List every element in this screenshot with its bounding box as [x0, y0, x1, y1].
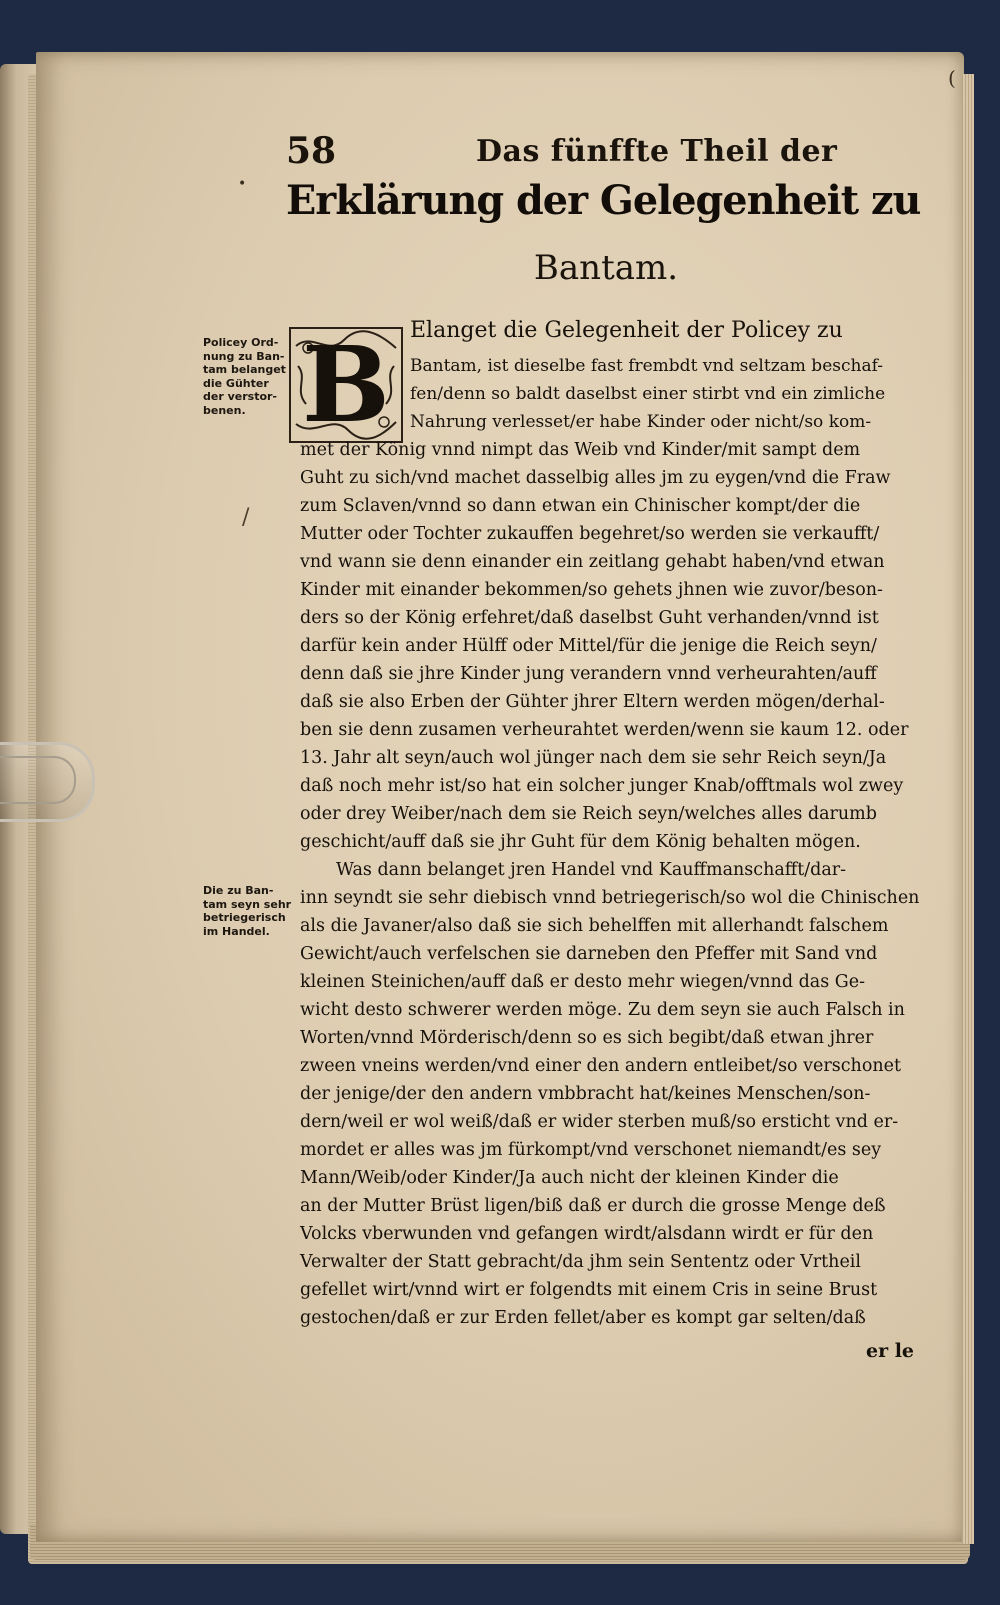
text-line: ders so der König erfehret/daß daselbst Guht verhanden/vnnd ist: [300, 608, 879, 628]
text-line: fen/denn so baldt daselbst einer stirbt vnd ein zimliche: [410, 384, 886, 404]
text-line: Bantam, ist dieselbe fast frembdt vnd seltzam beschaf-: [410, 356, 884, 376]
margin-note-line: der verstor-: [203, 390, 277, 403]
margin-note-line: tam belanget: [203, 363, 286, 376]
text-line: mordet er alles was jm fürkompt/vnd verschonet niemandt/es sey: [300, 1140, 882, 1160]
running-head: Das fünffte Theil der: [476, 134, 838, 169]
text-line: gefellet wirt/vnnd wirt er folgendts mit einem Cris in seine Brust: [300, 1280, 878, 1300]
text-line: Guht zu sich/vnd machet dasselbig alles jm zu eygen/vnd die Fraw: [300, 468, 891, 488]
text-line: daß sie also Erben der Gühter jhrer Eltern werden mögen/derhal-: [300, 692, 885, 712]
text-line: inn seyndt sie sehr diebisch vnnd betriegerisch/so wol die Chinischen: [300, 888, 920, 908]
text-line: Gewicht/auch verfelschen sie darneben den Pfeffer mit Sand vnd: [300, 944, 878, 964]
text-line: Verwalter der Statt gebracht/da jhm sein Sententz oder Vrtheil: [300, 1252, 861, 1272]
page-right-edge: [962, 74, 974, 1544]
chapter-title: Erklärung der Gelegenheit zu: [286, 178, 921, 224]
text-line: Volcks vberwunden vnd gefangen wirdt/alsdann wirdt er für den: [300, 1224, 874, 1244]
margin-note-line: benen.: [203, 403, 246, 417]
margin-note-line: Die zu Ban-: [203, 884, 274, 897]
decorated-initial: [288, 323, 404, 446]
corner-mark: (: [948, 66, 956, 90]
margin-note-line: tam seyn sehr: [203, 897, 292, 911]
text-line: Was dann belanget jren Handel vnd Kauffmanschafft/dar-: [336, 860, 847, 880]
text-line: geschicht/auff daß sie jhr Guht für dem König behalten mögen.: [300, 832, 861, 852]
initial-letter: B: [302, 323, 390, 446]
margin-note-line: betriegerisch: [203, 911, 286, 924]
text-line: kleinen Steinichen/auff daß er desto mehr wiegen/vnnd das Ge-: [300, 972, 866, 992]
margin-note-line: Policey Ord-: [203, 336, 279, 349]
text-line: Elanget die Gelegenheit der Policey zu: [410, 318, 843, 343]
margin-note-line: nung zu Ban-: [203, 349, 285, 363]
text-line: ben sie denn zusamen verheurahtet werden/wenn sie kaum 12. oder: [300, 720, 909, 740]
ink-speck: •: [238, 176, 247, 192]
text-line: gestochen/daß er zur Erden fellet/aber es kompt gar selten/daß: [300, 1308, 866, 1328]
text-line: denn daß sie jhre Kinder jung verandern vnnd verheurahten/auff: [300, 664, 877, 684]
text-line: vnd wann sie denn einander ein zeitlang gehabt haben/vnd etwan: [300, 552, 885, 572]
text-line: Mutter oder Tochter zukauffen begehret/so werden sie verkaufft/: [300, 524, 880, 544]
ink-stroke: /: [242, 505, 250, 530]
chapter-title-continued: Bantam.: [533, 248, 679, 288]
margin-note-line: im Handel.: [203, 924, 270, 938]
text-line: 13. Jahr alt seyn/auch wol jünger nach dem sie sehr Reich seyn/Ja: [300, 748, 887, 768]
text-line: Worten/vnnd Mörderisch/denn so es sich begibt/daß etwan jhrer: [300, 1028, 874, 1048]
page-header: [286, 130, 926, 170]
catchword: er le: [866, 1340, 915, 1362]
text-line: Mann/Weib/oder Kinder/Ja auch nicht der kleinen Kinder die: [300, 1168, 839, 1188]
text-line: daß noch mehr ist/so hat ein solcher junger Knab/offtmals wol zwey: [300, 776, 904, 796]
text-line: dern/weil er wol weiß/daß er wider sterben muß/so ersticht vnd er-: [300, 1112, 899, 1132]
book-clasp-inner: [0, 756, 76, 804]
text-line: met der König vnnd nimpt das Weib vnd Kinder/mit sampt dem: [300, 440, 861, 460]
text-line: als die Javaner/also daß sie sich behelffen mit allerhandt falschem: [300, 916, 889, 936]
margin-note-policey: [203, 336, 298, 417]
text-line: oder drey Weiber/nach dem sie Reich seyn/welches alles darumb: [300, 804, 877, 824]
text-line: Kinder mit einander bekommen/so gehets jhnen wie zuvor/beson-: [300, 580, 883, 600]
text-line: an der Mutter Brüst ligen/biß daß er durch die grosse Menge deß: [300, 1196, 886, 1216]
page-number: 58: [286, 130, 337, 172]
margin-note-handel: [203, 884, 298, 938]
margin-note-line: die Gühter: [203, 376, 269, 390]
text-line: der jenige/der den andern vmbbracht hat/keines Menschen/son-: [300, 1084, 871, 1104]
text-line: Nahrung verlesset/er habe Kinder oder nicht/so kom-: [410, 412, 872, 432]
text-line: zum Sclaven/vnnd so dann etwan ein Chinischer kompt/der die: [300, 496, 861, 516]
text-line: wicht desto schwerer werden möge. Zu dem seyn sie auch Falsch in: [300, 1000, 905, 1020]
text-line: darfür kein ander Hülff oder Mittel/für die jenige die Reich seyn/: [300, 636, 877, 656]
text-line: zween vneins werden/vnd einer den andern entleibet/so verschonet: [300, 1056, 902, 1076]
